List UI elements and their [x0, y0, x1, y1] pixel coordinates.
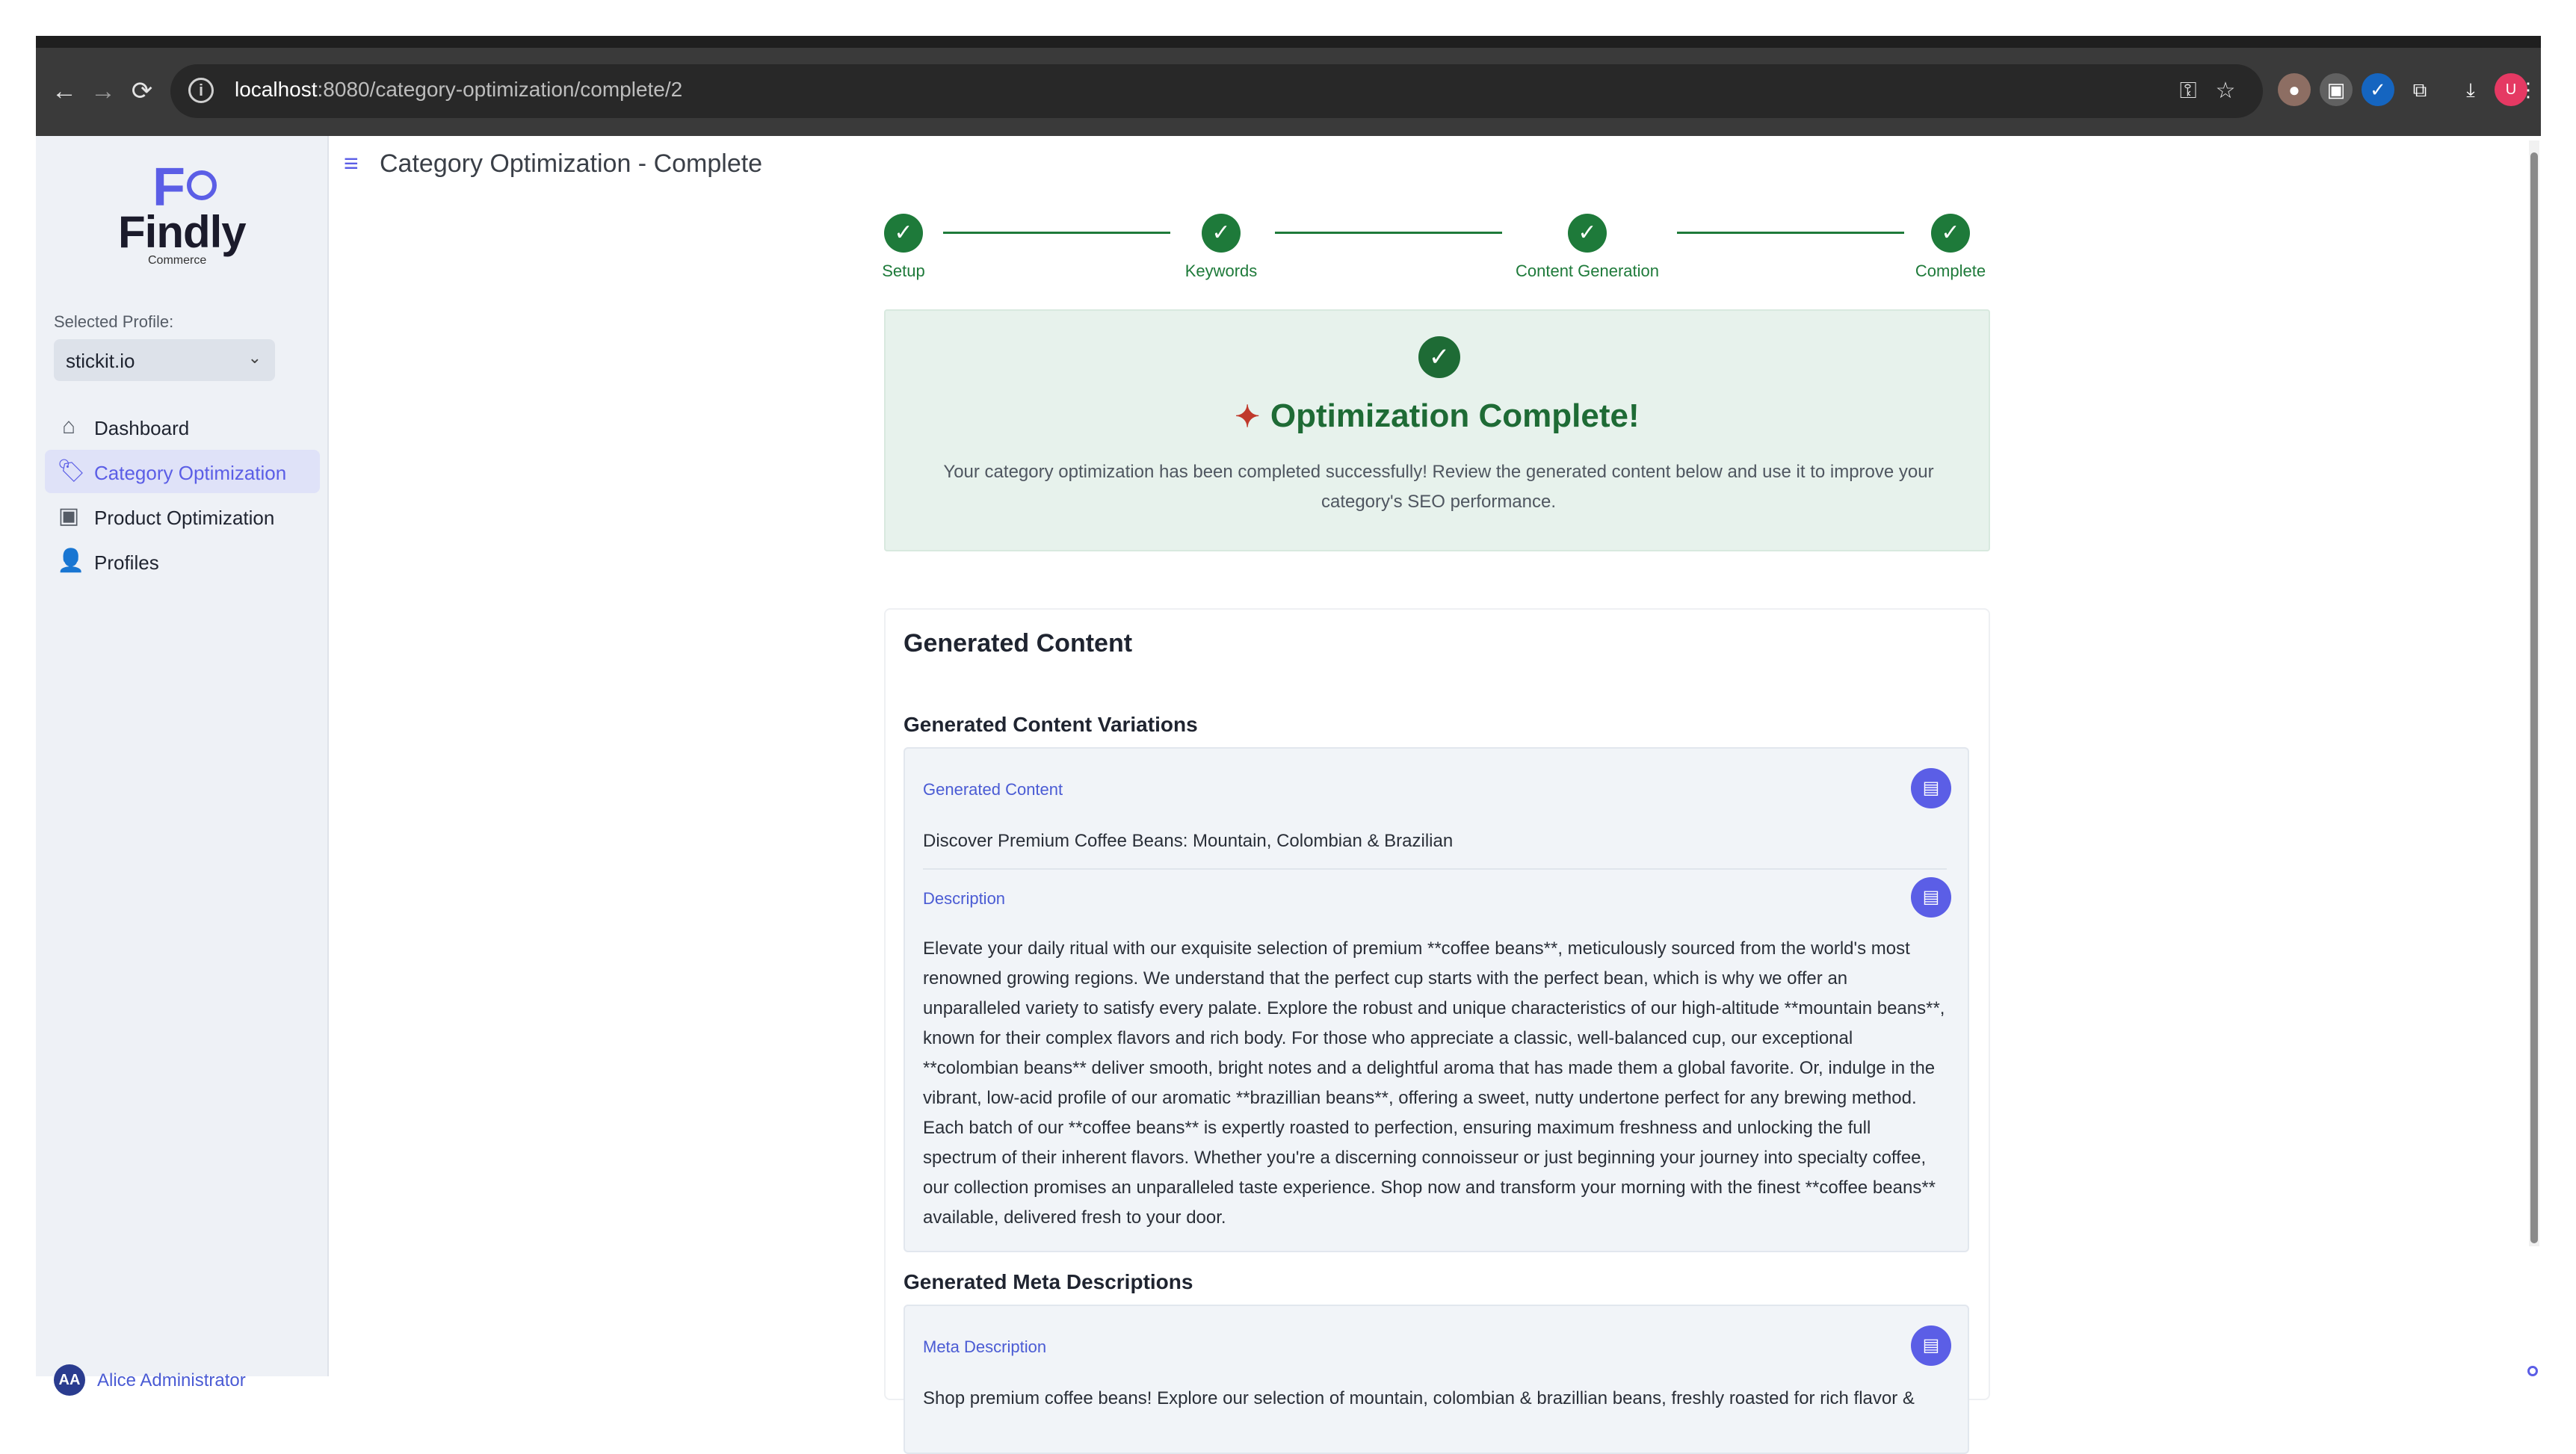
check-icon: ✓: [1568, 214, 1607, 253]
puzzle-icon[interactable]: ⧉: [2412, 78, 2427, 101]
generated-content-card: [884, 608, 1990, 1408]
generated-content-label: Generated Content: [923, 780, 1063, 799]
logo-subtext: Commerce: [148, 254, 207, 267]
generated-content-title: Generated Content: [904, 629, 1133, 658]
check-icon: ✓: [884, 214, 923, 253]
page-scrollbar[interactable]: [2529, 140, 2539, 1246]
check-extension-icon[interactable]: ✓: [2362, 73, 2394, 106]
browser-toolbar: [36, 48, 2541, 136]
meta-section-title: Generated Meta Descriptions: [904, 1270, 1193, 1293]
check-icon: ✓: [1202, 214, 1241, 253]
back-icon[interactable]: ←: [52, 77, 77, 105]
step-label: Complete: [1915, 262, 1986, 280]
description-value: Elevate your daily ritual with our exquisite selection of premium **coffee beans**, meticulously sourced from the world's most renowned growing regions. We understand that the perfect cup starts with the perfect bean, which is why we offer an unparalleled variety to satisfy every palate. Explore the robust and unique characteristics of our high-altitude **mountain beans**, known for their complex flavors and rich body. For those who appreciate a classic, well-balanced cup, our exceptional **colombian beans** deliver smooth, bright notes and a delightful aroma that has made them a global favorite. Or, indulge in the vibrant, low-acid profile of our aromatic **brazillian beans**, offering a sweet, nutty undertone perfect for any brewing method. Each batch of our **coffee beans** is expertly roasted to perfection, ensuring maximum freshness and unlocking the full spectrum of their inherent flavors. Whether you're a discerning connoisseur or just beginning your journey into specialty coffee, our collection promises an unparalleled taste experience. Shop now and transform your morning with the finest **coffee beans** available, delivered fresh to your door.: [923, 938, 1945, 1228]
more-menu-icon[interactable]: ⋮: [2518, 78, 2538, 101]
url-text: localhost:8080/category-optimization/complete/2: [235, 78, 683, 101]
copy-document-icon[interactable]: ▤: [1911, 877, 1951, 918]
check-circle-icon: ✓: [1418, 336, 1460, 378]
sidebar-item-label: Profiles: [94, 551, 159, 574]
bookmark-star-icon[interactable]: ☆: [2215, 78, 2236, 103]
step-label: Keywords: [1184, 262, 1258, 280]
meta-box: [904, 1305, 1969, 1454]
sidebar-item-label: Category Optimization: [94, 462, 287, 484]
success-panel: [884, 309, 1990, 551]
password-key-icon[interactable]: ⚿: [2179, 78, 2197, 103]
logo-mark: F: [152, 158, 185, 217]
user-icon: 👤: [57, 548, 85, 573]
magnifier-icon: [187, 170, 217, 200]
variations-box: [904, 747, 1969, 1252]
reload-icon[interactable]: ⟳: [131, 77, 153, 105]
home-icon: ⌂: [61, 414, 76, 439]
camera-extension-icon[interactable]: ▣: [2320, 73, 2353, 106]
selected-profile-label: Selected Profile:: [54, 312, 174, 331]
variations-section-title: Generated Content Variations: [904, 713, 1198, 736]
address-bar[interactable]: [170, 64, 2263, 118]
sidebar: [36, 136, 329, 1390]
sidebar-item-category-optimization[interactable]: [45, 450, 320, 493]
profile-select-value: stickit.io: [66, 350, 135, 372]
stepper-connector: [1275, 232, 1502, 234]
sidebar-item-product-optimization[interactable]: [45, 495, 320, 538]
divider: [923, 868, 1947, 870]
sidebar-item-profiles[interactable]: [45, 539, 320, 583]
avatar: AA: [54, 1364, 85, 1396]
findly-logo[interactable]: [118, 158, 268, 267]
stepper-connector: [1677, 232, 1904, 234]
extension-icon[interactable]: ●: [2278, 73, 2311, 106]
meta-description-label: Meta Description: [923, 1337, 1047, 1356]
browser-window: [36, 36, 2541, 1408]
check-icon: ✓: [1931, 214, 1970, 253]
success-message: Your category optimization has been completed successfully! Review the generated content below and use it to improve your category's SEO performance.: [943, 462, 1934, 512]
sidebar-item-label: Product Optimization: [94, 507, 275, 529]
profile-avatar-icon[interactable]: U: [2495, 73, 2527, 106]
sidebar-item-label: Dashboard: [94, 417, 190, 439]
floating-indicator: [2527, 1366, 2538, 1376]
step-label: Content Generation: [1515, 262, 1660, 280]
success-title: ✦ Optimization Complete!: [1235, 397, 1640, 434]
copy-document-icon[interactable]: ▤: [1911, 1325, 1951, 1366]
stepper-connector: [943, 232, 1170, 234]
main-content: [329, 136, 2541, 1408]
forward-icon[interactable]: →: [90, 77, 116, 105]
scrollbar-thumb[interactable]: [2530, 152, 2538, 1243]
logo-text: Findly: [118, 207, 246, 257]
site-info-icon[interactable]: i: [188, 78, 214, 103]
description-label: Description: [923, 889, 1006, 908]
party-popper-icon: ✦: [1235, 400, 1260, 433]
tab-strip: [36, 36, 2541, 48]
generated-content-value: Discover Premium Coffee Beans: Mountain, Colombian & Brazilian: [923, 831, 1454, 851]
page-title: Category Optimization - Complete: [380, 149, 763, 178]
sidebar-item-dashboard[interactable]: [45, 405, 320, 448]
copy-document-icon[interactable]: ▤: [1911, 768, 1951, 808]
step-label: Setup: [882, 262, 925, 280]
user-name: Alice Administrator: [97, 1370, 246, 1390]
tags-icon: 🏷: [57, 459, 86, 483]
profile-select[interactable]: [54, 339, 275, 381]
chevron-down-icon: ⌄: [247, 348, 262, 367]
meta-description-value: Shop premium coffee beans! Explore our selection of mountain, colombian & brazillian beans, freshly roasted for rich flavor &: [923, 1388, 1915, 1408]
hamburger-menu-icon[interactable]: ≡: [344, 149, 359, 178]
download-icon[interactable]: ⤓: [2466, 78, 2475, 101]
box-icon: ▣: [58, 504, 80, 528]
